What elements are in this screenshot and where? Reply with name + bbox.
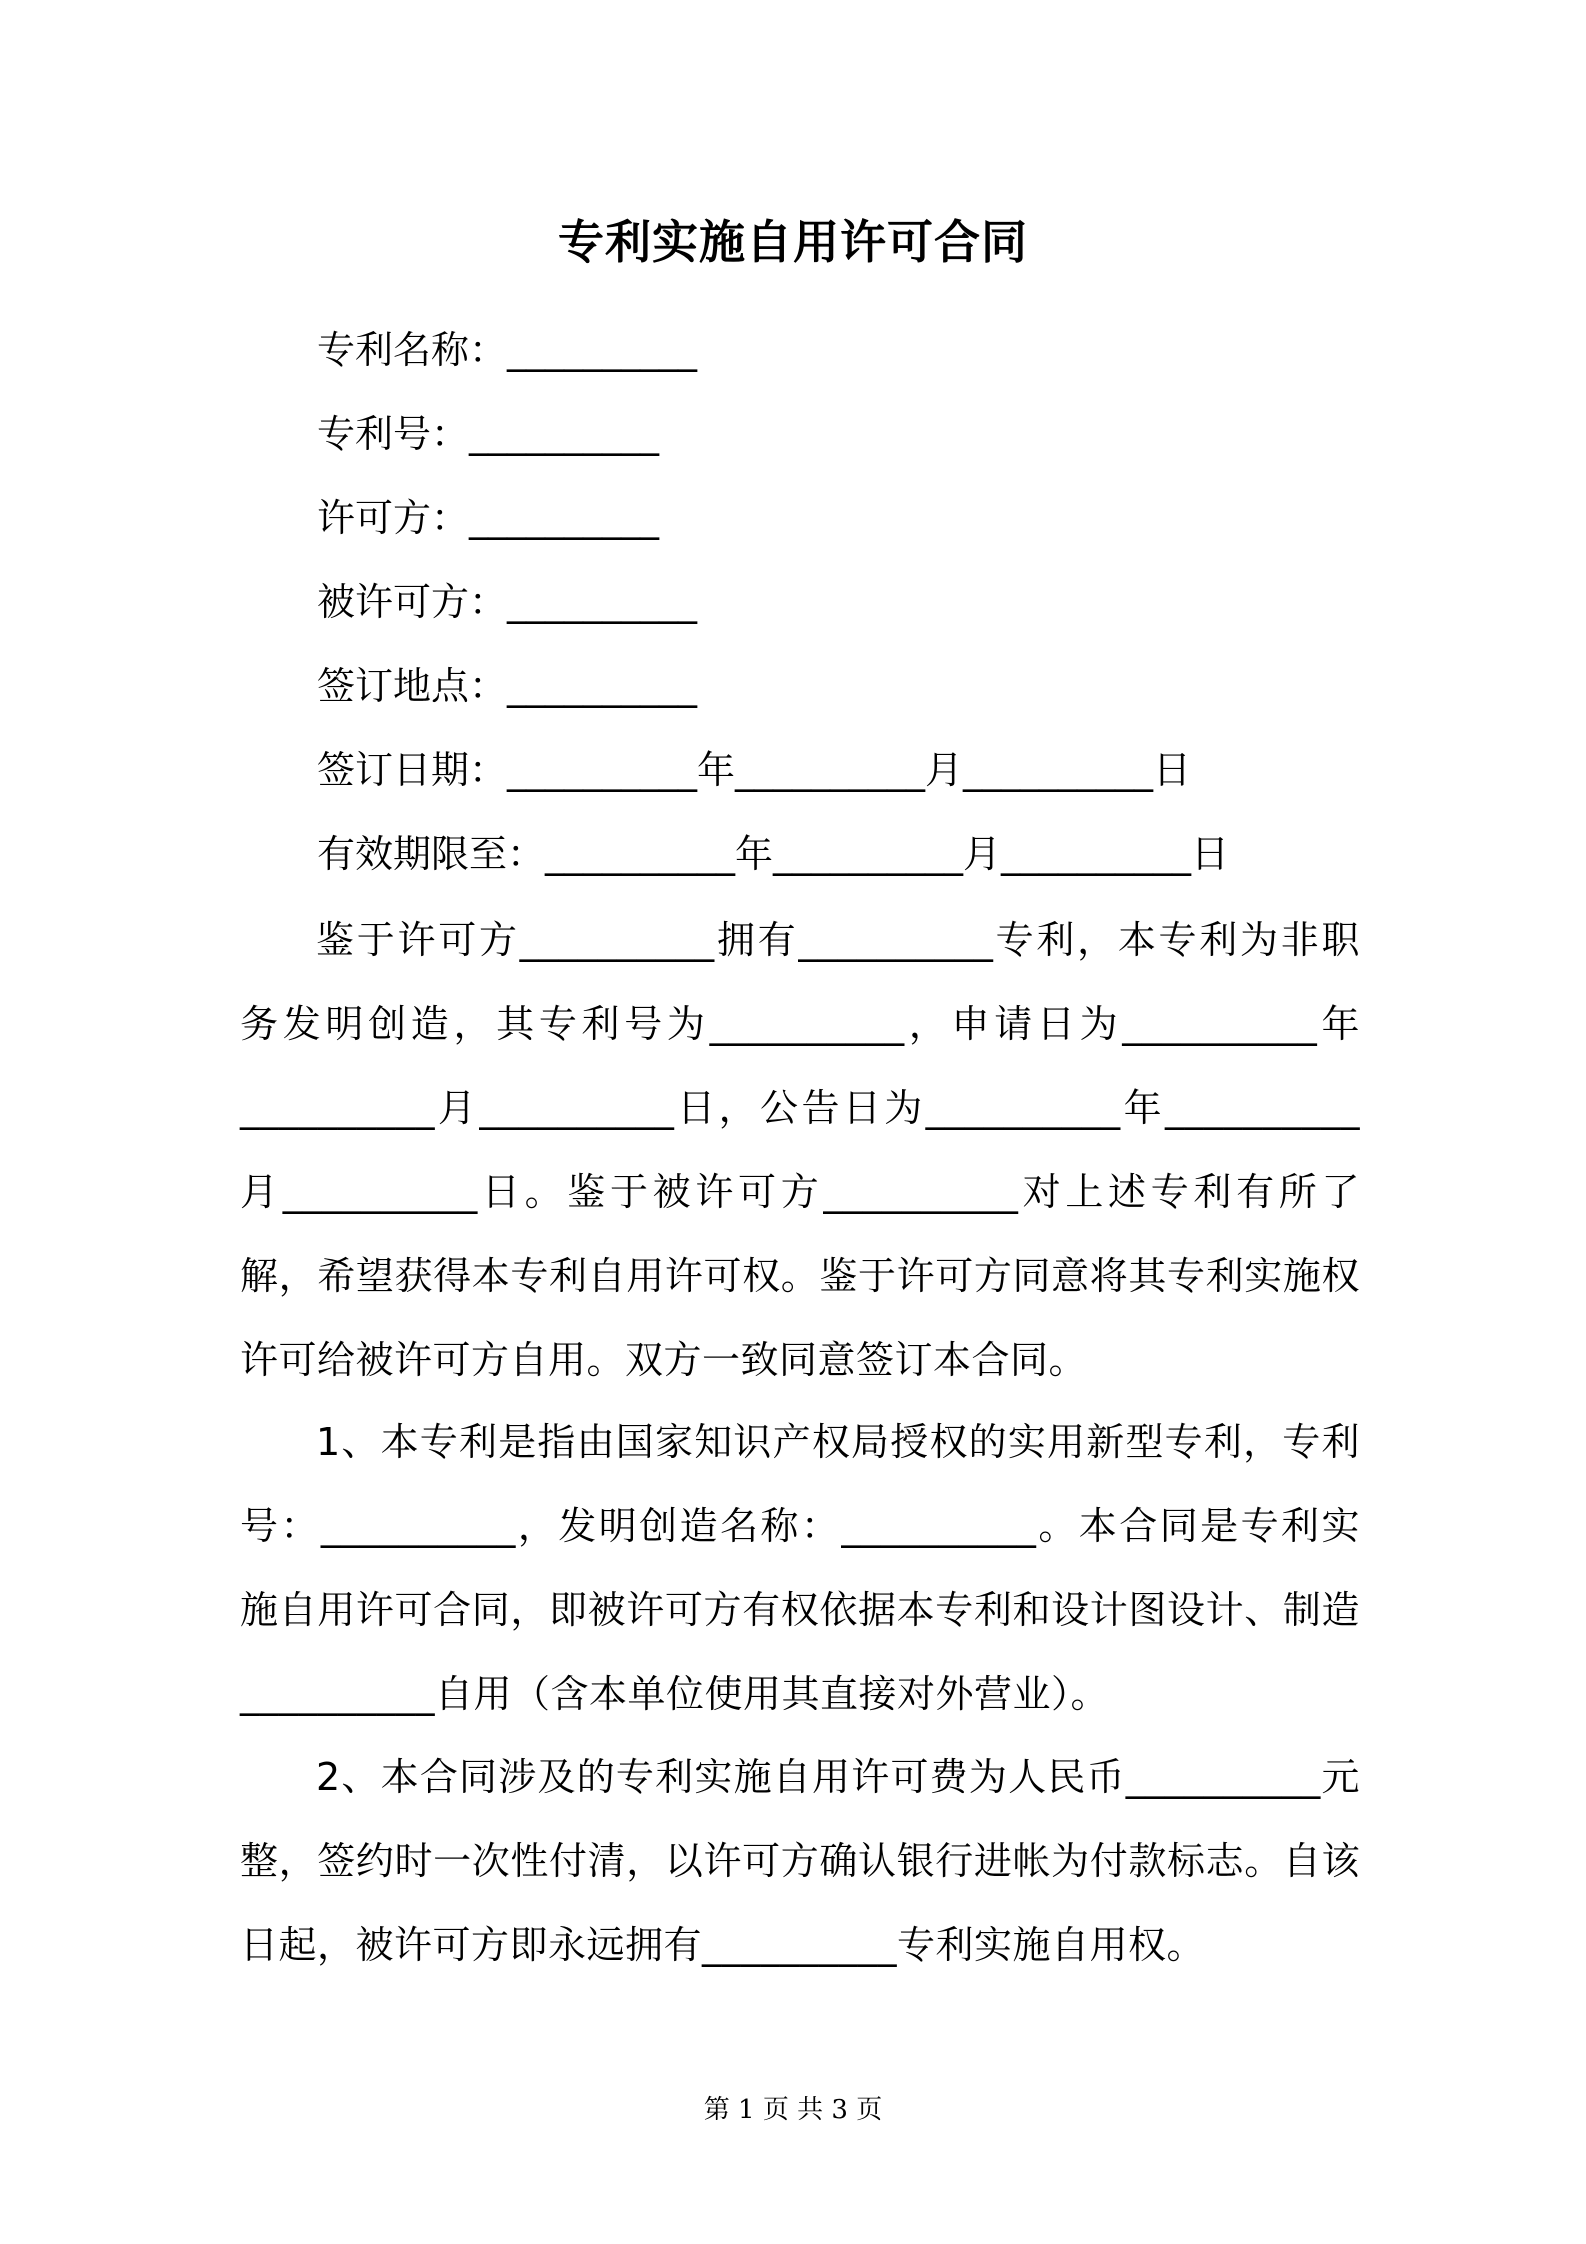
paragraph-clause-1: 1、本专利是指由国家知识产权局授权的实用新型专利，专利号：__________，发明创造名称：__________。本合同是专利实施自用许可合同，即被许可方有权依据本专利和设计图设计、制造__________自用（含本单位使用其直接对外营业）。	[240, 1420, 1360, 1716]
field-signing-date: 签订日期：__________年__________月__________日	[317, 748, 1192, 792]
page-footer: 第 1 页 共 3 页	[703, 2095, 883, 2125]
paragraph-clause-2: 2、本合同涉及的专利实施自用许可费为人民币__________元整，签约时一次性付清，以许可方确认银行进帐为付款标志。自该日起，被许可方即永远拥有__________专利实施自用权。	[240, 1755, 1360, 1967]
field-valid-until: 有效期限至：__________年__________月__________日	[317, 832, 1230, 876]
paragraph-preamble: 鉴于许可方__________拥有__________专利，本专利为非职务发明创造，其专利号为__________，申请日为__________年__________月__________日，公告日为__________年__________月__________日。鉴于被许可方__________对上述专利有所了解，希望获得本专利自用许可权。鉴于许可方同意将其专利实施权许可给被许可方自用。双方一致同意签订本合同。	[240, 918, 1360, 1382]
field-licensor: 许可方：__________	[317, 496, 660, 540]
field-patent-number: 专利号：__________	[317, 412, 660, 456]
document-title: 专利实施自用许可合同	[558, 215, 1028, 269]
field-signing-place: 签订地点：__________	[317, 664, 698, 708]
field-licensee: 被许可方：__________	[317, 580, 698, 624]
field-patent-name: 专利名称：__________	[317, 328, 698, 372]
